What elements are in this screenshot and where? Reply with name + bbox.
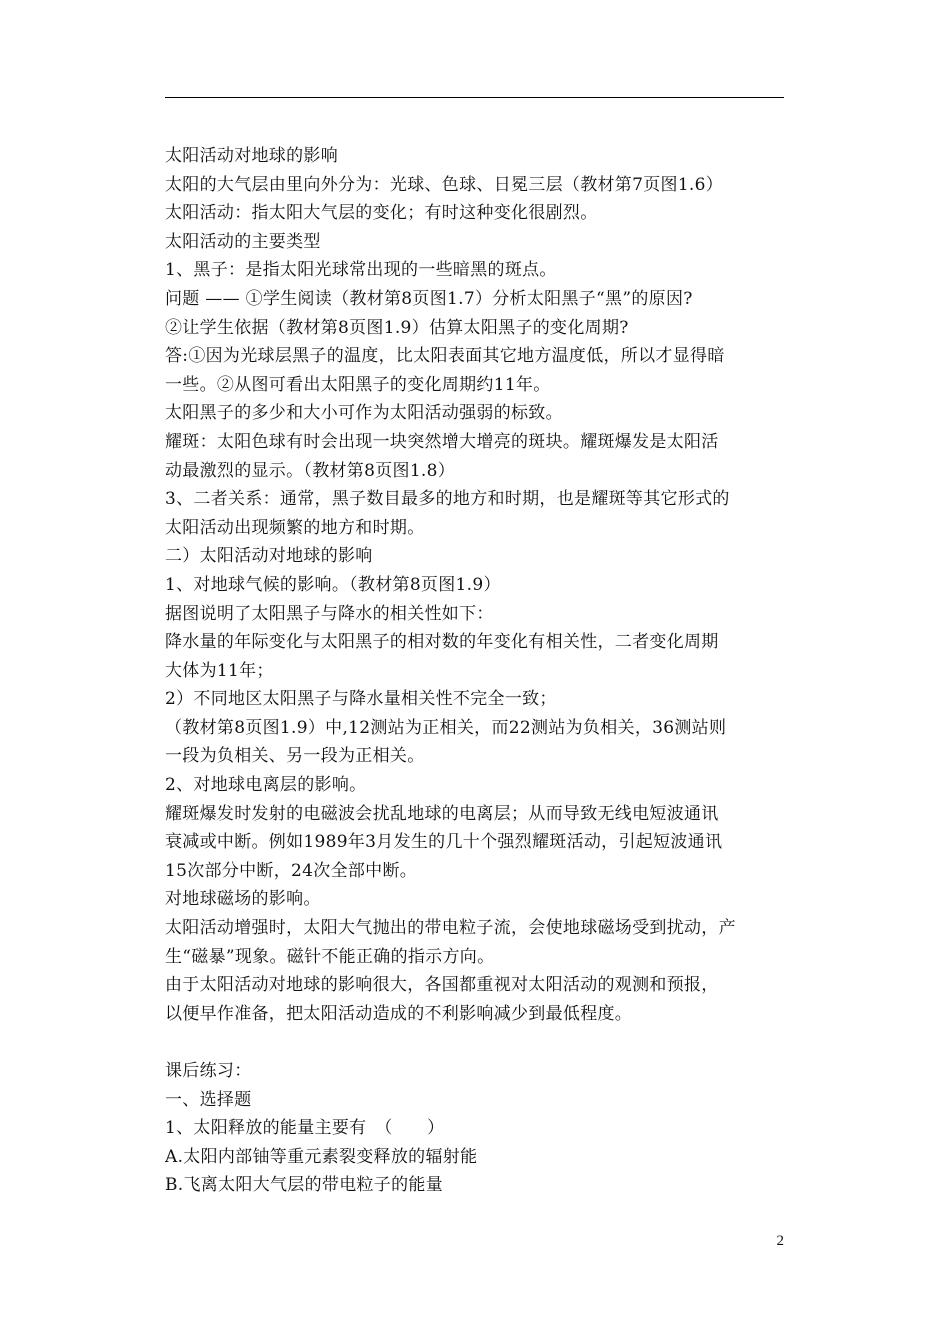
text-line: 动最激烈的显示。（教材第8页图1.8） bbox=[165, 460, 456, 481]
page-number: 2 bbox=[776, 1233, 784, 1249]
text-line: 对地球磁场的影响。 bbox=[165, 889, 321, 910]
text-line: ②让学生依据（教材第8页图1.9）估算太阳黑子的变化周期? bbox=[165, 317, 629, 338]
text-line: 耀斑爆发时发射的电磁波会扰乱地球的电离层；从而导致无线电短波通讯 bbox=[165, 803, 719, 824]
text-line: 15次部分中断，24次全部中断。 bbox=[165, 860, 418, 881]
text-line: 大体为11年； bbox=[165, 660, 274, 681]
question-1: 1、太阳释放的能量主要有 （ ） bbox=[165, 1118, 445, 1139]
text-line: 2）不同地区太阳黑子与降水量相关性不完全一致； bbox=[165, 689, 557, 710]
text-line: 太阳活动增强时，太阳大气抛出的带电粒子流，会使地球磁场受到扰动，产 bbox=[165, 918, 736, 939]
heading-main-types: 太阳活动的主要类型 bbox=[165, 231, 321, 252]
heading-exercises: 课后练习： bbox=[165, 1061, 252, 1081]
text-line: 2、对地球电离层的影响。 bbox=[165, 775, 367, 796]
text-line: 降水量的年际变化与太阳黑子的相对数的年变化有相关性，二者变化周期 bbox=[165, 632, 719, 653]
blank-line bbox=[165, 1028, 787, 1057]
text-line: 生“磁暴”现象。磁针不能正确的指示方向。 bbox=[165, 946, 495, 967]
text-line: 1、黑子：是指太阳光球常出现的一些暗黑的斑点。 bbox=[165, 260, 557, 281]
text-line: 太阳的大气层由里向外分为：光球、色球、日冕三层（教材第7页图1.6） bbox=[165, 174, 724, 195]
text-line: 一段为负相关、另一段为正相关。 bbox=[165, 746, 425, 767]
text-line: （教材第8页图1.9）中,12测站为正相关，而22测站为负相关，36测站则 bbox=[165, 717, 727, 738]
text-line: 答:①因为光球层黑子的温度，比太阳表面其它地方温度低，所以才显得暗 bbox=[165, 346, 725, 367]
text-line: 1、对地球气候的影响。（教材第8页图1.9） bbox=[165, 574, 501, 595]
heading-section-two: 二）太阳活动对地球的影响 bbox=[165, 546, 373, 567]
text-line: 据图说明了太阳黑子与降水的相关性如下： bbox=[165, 603, 494, 624]
text-line: 以便早作准备，把太阳活动造成的不利影响减少到最低程度。 bbox=[165, 1003, 633, 1024]
option-a: A.太阳内部铀等重元素裂变释放的辐射能 bbox=[165, 1146, 478, 1167]
text-line: 衰减或中断。例如1989年3月发生的几十个强烈耀斑活动，引起短波通讯 bbox=[165, 832, 723, 853]
document-body bbox=[165, 142, 787, 1200]
text-line: 耀斑：太阳色球有时会出现一块突然增大增亮的斑块。耀斑爆发是太阳活 bbox=[165, 431, 719, 452]
text-line: 由于太阳活动对地球的影响很大，各国都重视对太阳活动的观测和预报， bbox=[165, 975, 719, 996]
option-b: B.飞离太阳大气层的带电粒子的能量 bbox=[165, 1175, 443, 1196]
text-line: 太阳活动出现频繁的地方和时期。 bbox=[165, 517, 425, 538]
text-line: 太阳黑子的多少和大小可作为太阳活动强弱的标致。 bbox=[165, 403, 563, 424]
heading-solar-activity-impact: 太阳活动对地球的影响 bbox=[165, 146, 338, 166]
heading-multiple-choice: 一、选择题 bbox=[165, 1089, 252, 1110]
text-line: 问题 —— ①学生阅读（教材第8页图1.7）分析太阳黑子“黑”的原因? bbox=[165, 288, 693, 309]
text-line: 太阳活动：指太阳大气层的变化；有时这种变化很剧烈。 bbox=[165, 203, 598, 224]
text-line: 一些。②从图可看出太阳黑子的变化周期约11年。 bbox=[165, 374, 551, 395]
header-rule bbox=[165, 97, 784, 98]
text-line: 3、二者关系：通常，黑子数目最多的地方和时期，也是耀斑等其它形式的 bbox=[165, 489, 730, 510]
